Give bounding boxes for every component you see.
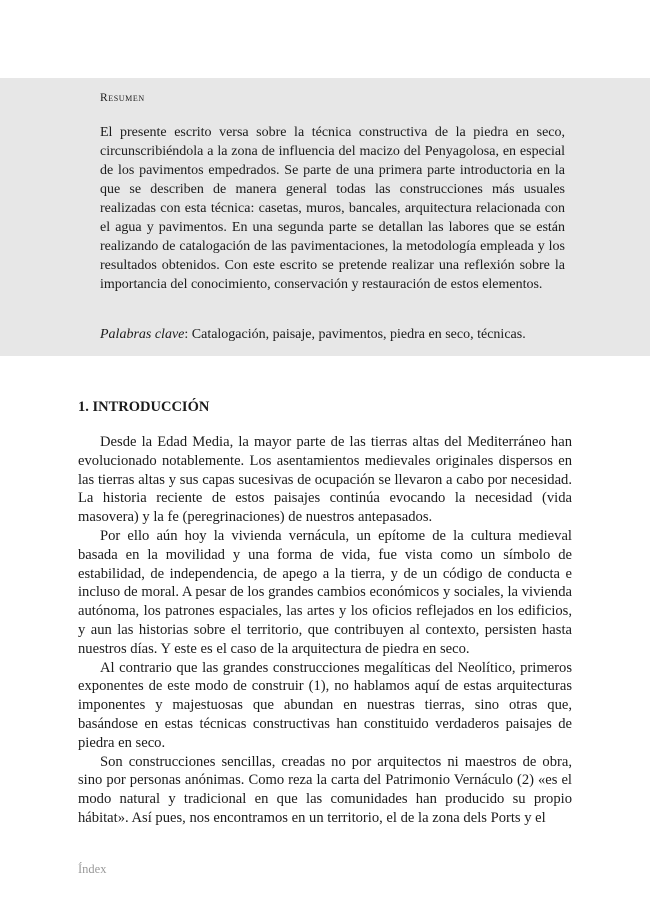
keywords xyxy=(100,325,570,344)
keywords-text: : Catalogación, paisaje, pavimentos, piedra en seco, técnicas. xyxy=(184,327,526,342)
paragraph: Son construcciones sencillas, creadas no por arquitectos ni maestros de obra, sino por personas anónimas. Como reza la carta del Patrimonio Vernáculo (2) «es el modo natural y tradicional en que las comunidades han producido su propio hábitat». Así pues, nos encontramos en un territorio, el de la zona dels Ports y el xyxy=(78,753,572,826)
index-link[interactable]: Índex xyxy=(78,862,107,876)
section-body xyxy=(78,433,572,828)
paragraph: Por ello aún hoy la vivienda vernácula, un epítome de la cultura medieval basada en la movilidad y una forma de vida, fue vista como un símbolo de estabilidad, de independencia, de apego a la tierra, y de un código de conducta e incluso de moral. A pesar de los grandes cambios económicos y sociales, la vivienda autónoma, los patrones espaciales, las artes y los oficios reflejados en los edificios, y aun las historias sobre el territorio, que contribuyen al contexto, persisten hasta nuestros días. Y este es el caso de la arquitectura de piedra en seco. xyxy=(78,527,572,657)
section-title: 1. INTRODUCCIÓN xyxy=(78,399,210,415)
keywords-label: Palabras clave xyxy=(100,327,185,342)
abstract-body xyxy=(100,123,565,294)
paragraph: Desde la Edad Media, la mayor parte de las tierras altas del Mediterráneo han evolucionado notablemente. Los asentamientos medievales originales dispersos en las tierras altas y sus capas sucesivas de ocupación se llevaron a cabo por necesidad. La historia reciente de estos paisajes continúa evocando la necesidad (vida masovera) y la fe (peregrinaciones) de nuestros antepasados. xyxy=(78,434,572,526)
paragraph: Al contrario que las grandes construcciones megalíticas del Neolítico, primeros exponentes de este modo de construir (1), no hablamos aquí de estas arquitecturas imponentes y majestuosas que abundan en nuestras tierras, sino otras que, basándose en estas técnicas constructivas han constituido verdaderos paisajes de piedra en seco. xyxy=(78,659,572,751)
abstract-heading: Resumen xyxy=(100,92,145,104)
abstract-text: El presente escrito versa sobre la técnica constructiva de la piedra en seco, circunscribiéndola a la zona de influencia del macizo del Penyagolosa, en especial de los pavimentos empedrados. Se parte de una primera parte introductoria en la que se describen de manera general todas las construcciones más usuales realizadas con esta técnica: casetas, muros, bancales, arquitectura relacionada con el agua y pavimentos. En una segunda parte se detallan las labores que se están realizando de catalogación de las pavimentaciones, la metodología empleada y los resultados obtenidos. Con este escrito se pretende realizar una reflexión sobre la importancia del conocimiento, conservación y restauración de estos elementos. xyxy=(100,125,565,292)
